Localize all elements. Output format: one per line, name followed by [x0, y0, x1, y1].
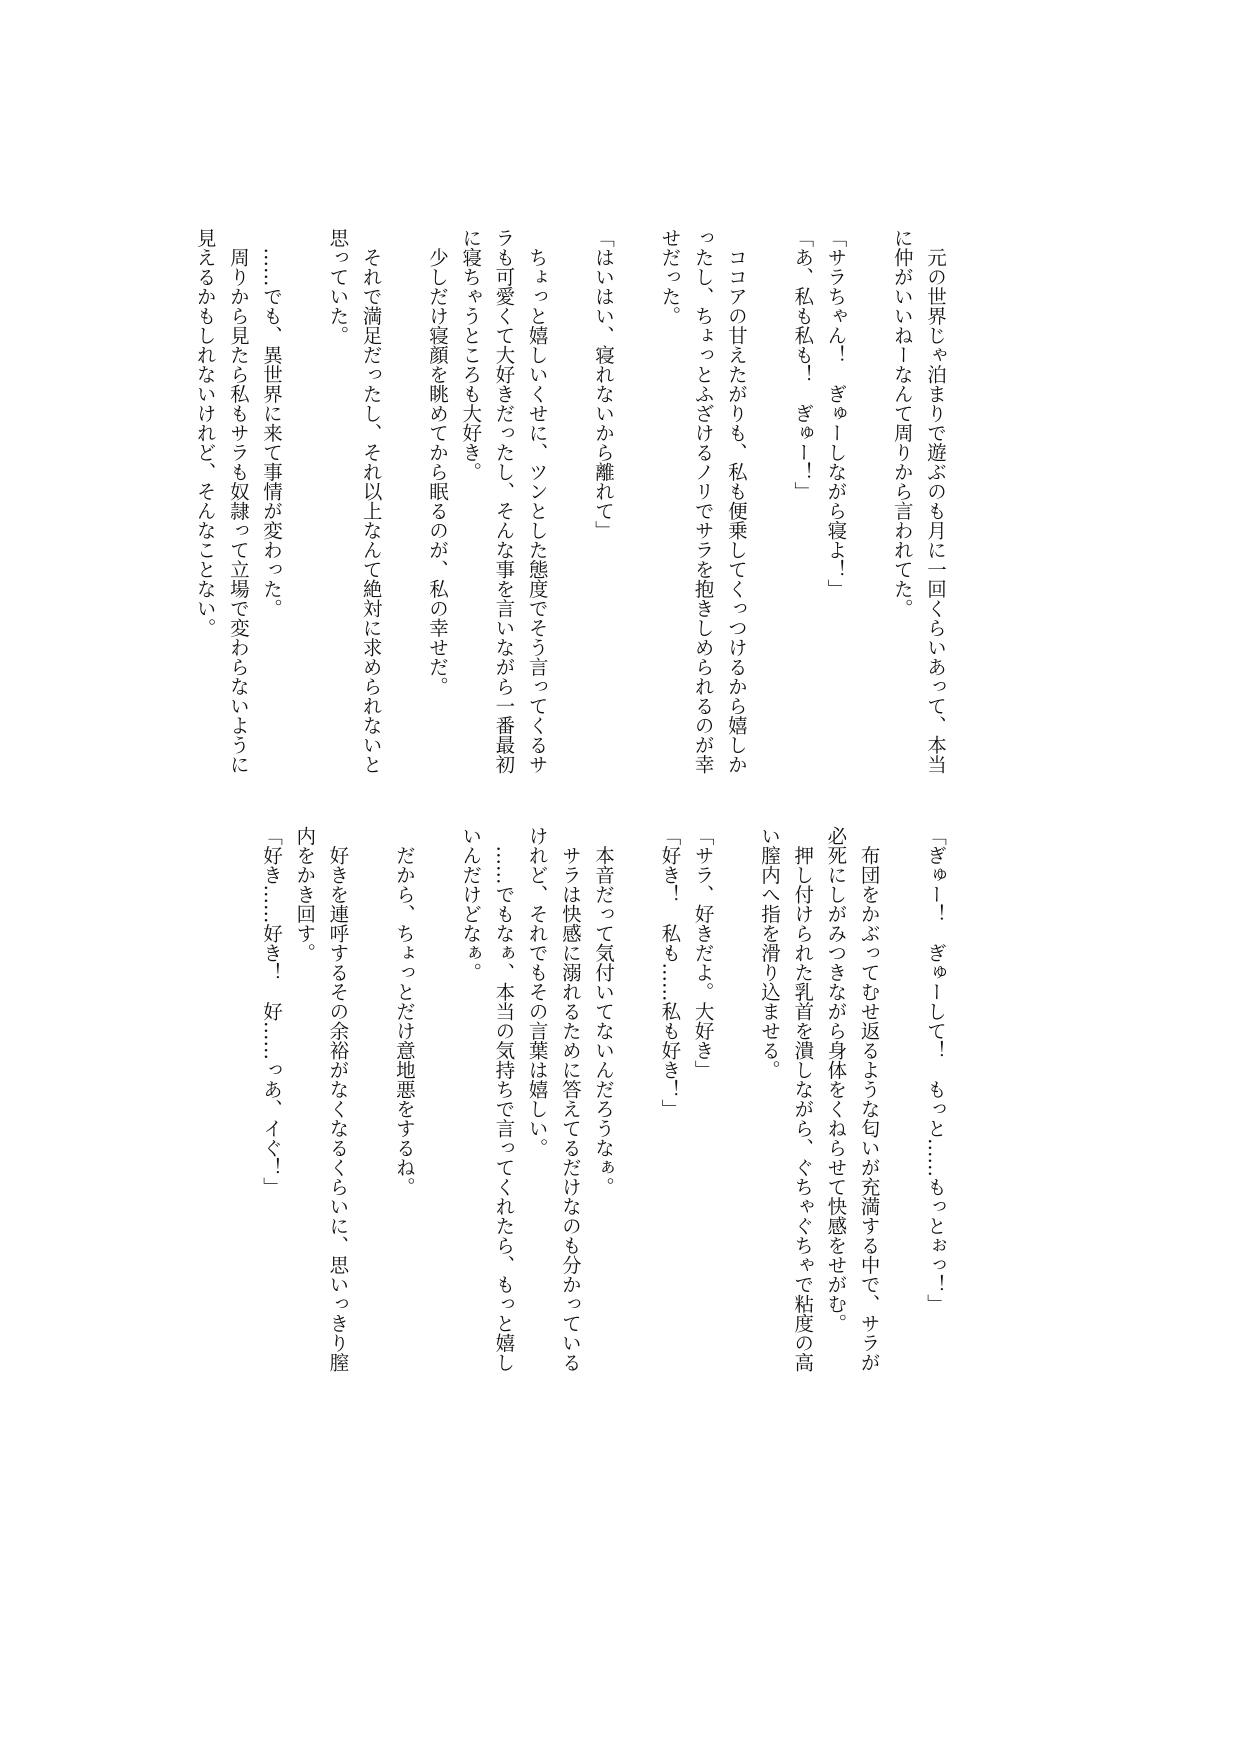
text-line: 周りから見たら私もサラも奴隷って立場で変わらないように — [226, 228, 250, 774]
text-line: 押し付けられた乳首を潰しながら、ぐちゃぐちゃで粘度の高 — [791, 826, 815, 1372]
text-line: ったし、ちょっとふざけるノリでサラを抱きしめられるのが幸 — [691, 228, 715, 774]
text-line: 「好き……好き！ 好……っあ、イぐ！」 — [260, 826, 284, 1197]
text-block-top — [188, 228, 952, 803]
text-line: ココアの甘えたがりも、私も便乗してくっつけるから嬉しか — [724, 228, 748, 774]
blank-line — [554, 228, 587, 803]
blank-line — [620, 826, 653, 1401]
text-line: せだった。 — [658, 228, 682, 326]
blank-line — [852, 228, 885, 803]
text-line: だから、ちょっとだけ意地悪をするね。 — [392, 826, 416, 1197]
text-line: に仲がいいねーなんて周りから言われてた。 — [890, 228, 914, 618]
text-line: 必死にしがみつきながら身体をくねらせて快感をせがむ。 — [824, 826, 848, 1333]
text-line: ラも可愛くて大好きだったし、そんな事を言いながら一番最初 — [492, 228, 516, 774]
text-line: ……でもなぁ、本当の気持ちで言ってくれたら、もっと嬉し — [492, 826, 516, 1372]
blank-line — [753, 228, 786, 803]
text-line: 「はいはい、寝れないから離れて」 — [592, 228, 616, 540]
text-line: に寝ちゃうところも大好き。 — [459, 228, 483, 482]
blank-line — [886, 826, 919, 1401]
text-line: 思っていた。 — [326, 228, 350, 345]
text-line: 「好き！ 私も……私も好き！」 — [658, 826, 682, 1119]
text-line: 内をかき回す。 — [293, 826, 317, 963]
text-block-bottom — [255, 826, 952, 1401]
text-line: 少しだけ寝顔を眺めてから眠るのが、私の幸せだ。 — [426, 228, 450, 696]
text-line: ……でも、異世界に来て事情が変わった。 — [260, 228, 284, 618]
text-line: 好きを連呼するその余裕がなくなるくらいに、思いっきり膣 — [326, 826, 350, 1372]
text-line: 「サラちゃん！ ぎゅーしながら寝よ！」 — [824, 228, 848, 599]
text-line: 元の世界じゃ泊まりで遊ぶのも月に一回くらいあって、本当 — [924, 228, 947, 774]
blank-line — [288, 228, 321, 803]
blank-line — [620, 228, 653, 803]
blank-line — [354, 826, 387, 1401]
text-line: サラは快感に溺れるために答えてるだけなのも分かっている — [558, 826, 582, 1372]
text-line: い膣内へ指を滑り込ませる。 — [758, 826, 781, 1080]
text-line: それで満足だったし、それ以上なんて絶対に求められないと — [359, 228, 383, 774]
text-line: いんだけどなぁ。 — [459, 826, 483, 982]
blank-line — [421, 826, 454, 1401]
blank-line — [720, 826, 753, 1401]
text-line: ちょっと嬉しいくせに、ツンとした態度でそう言ってくるサ — [525, 228, 549, 774]
text-line: 布団をかぶってむせ返るような匂いが充満する中で、サラが — [857, 826, 881, 1372]
text-line: けれど、それでもその言葉は嬉しい。 — [525, 826, 549, 1158]
text-line: 「ぎゅー！ ぎゅーして！ もっと……もっとぉっ！」 — [924, 826, 947, 1314]
text-line: 見えるかもしれないけれど、そんなことない。 — [193, 228, 217, 638]
text-line: 本音だって気付いてないんだろうなぁ。 — [592, 826, 616, 1197]
text-line: 「サラ、好きだよ。大好き」 — [691, 826, 715, 1080]
blank-line — [388, 228, 421, 803]
text-line: 「あ、私も私も！ ぎゅー！」 — [791, 228, 815, 501]
